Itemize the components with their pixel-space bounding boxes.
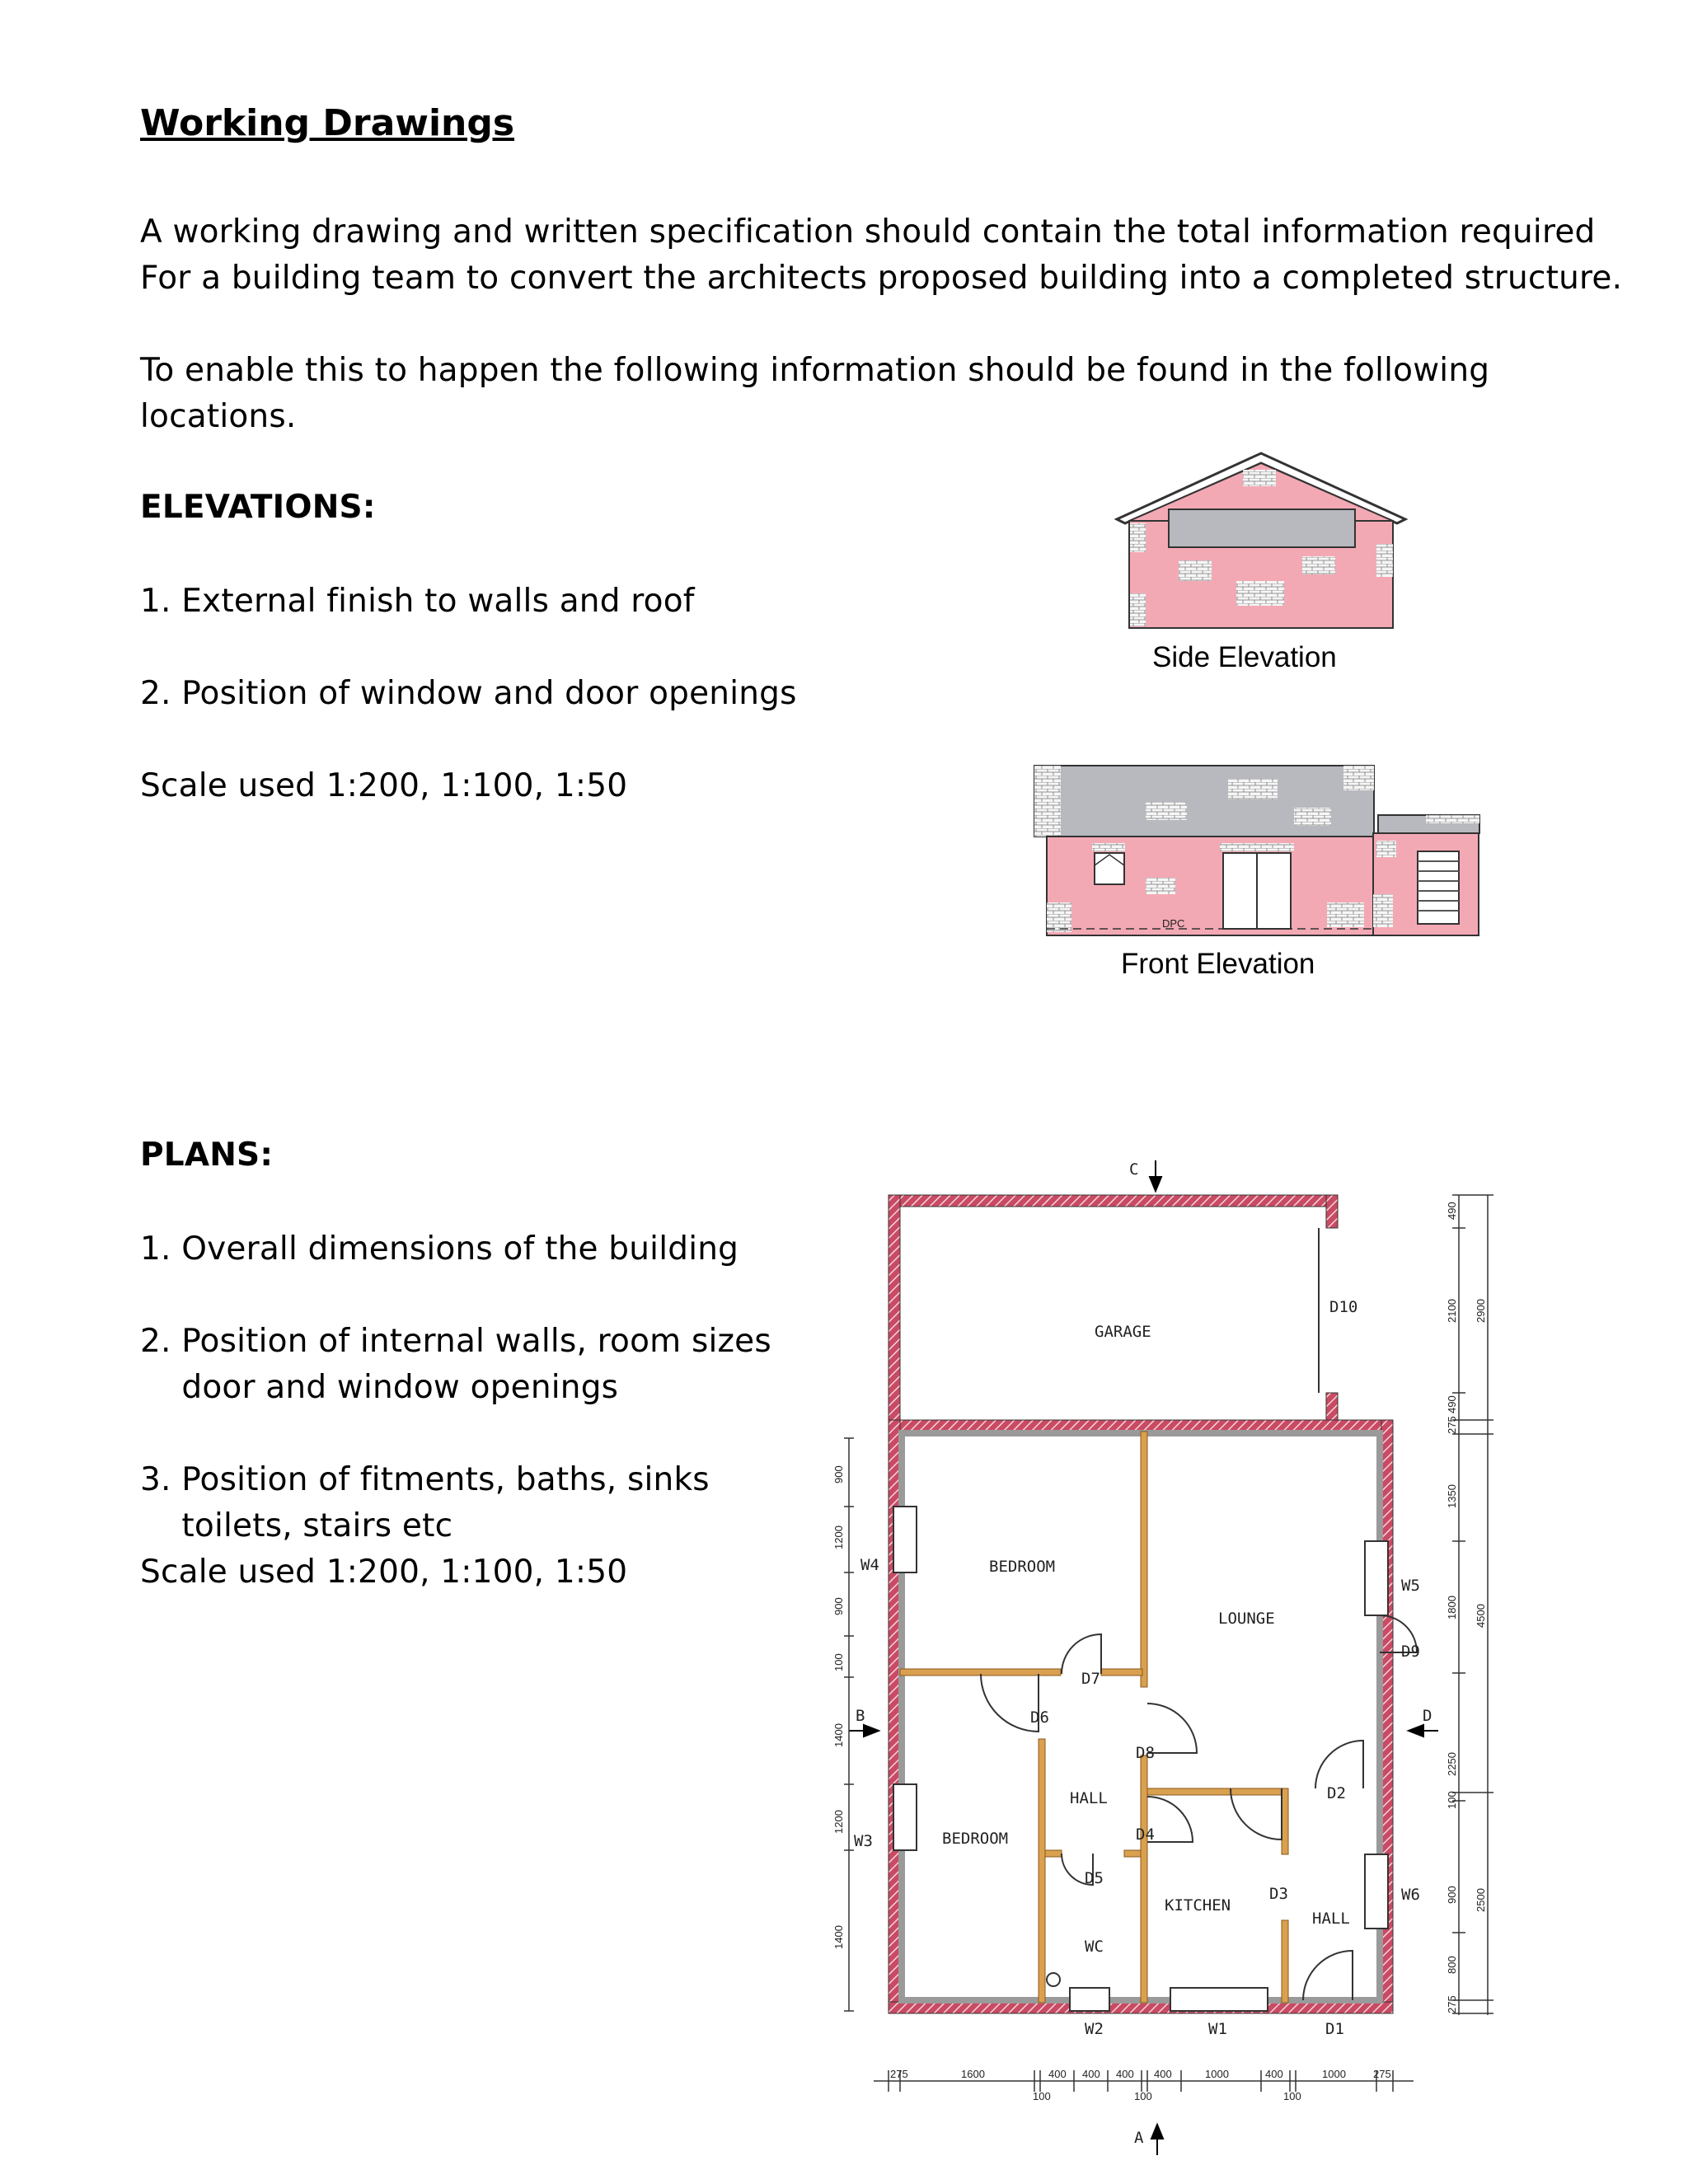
section-a-label: A <box>1134 2129 1144 2147</box>
elevations-item-1: 1. External finish to walls and roof <box>140 583 695 620</box>
left-dim-6: 1200 <box>832 1810 845 1834</box>
door-d1: D1 <box>1325 2020 1344 2038</box>
side-elevation-caption: Side Elevation <box>1152 641 1337 673</box>
door-d6: D6 <box>1030 1708 1049 1727</box>
right-dim-1: 490 <box>1446 1202 1458 1220</box>
bottom-sub-3: 100 <box>1283 2090 1301 2102</box>
window-w6: W6 <box>1401 1886 1420 1904</box>
bottom-dim-9: 1000 <box>1322 2068 1346 2080</box>
front-elevation-caption: Front Elevation <box>1121 948 1315 980</box>
door-d2: D2 <box>1327 1784 1346 1802</box>
window-w3: W3 <box>854 1832 873 1850</box>
right-dim-11: 275 <box>1446 1995 1458 2013</box>
right-dim-9: 900 <box>1446 1886 1458 1904</box>
bottom-dim-3: 400 <box>1048 2068 1067 2080</box>
intro-line-2: For a building team to convert the architects proposed building into a completed structure. <box>140 260 1623 297</box>
left-dim-4: 100 <box>832 1653 845 1671</box>
door-d4: D4 <box>1136 1825 1155 1844</box>
plans-item-2: 2. Position of internal walls, room sizes <box>140 1323 771 1360</box>
bottom-sub-1: 100 <box>1033 2090 1051 2102</box>
right-total-1: 2900 <box>1475 1299 1487 1323</box>
right-dim-3: 490 <box>1446 1395 1458 1413</box>
page-title: Working Drawings <box>140 102 515 144</box>
floor-plan-drawing <box>816 1150 1525 2172</box>
plans-item-3: 3. Position of fitments, baths, sinks <box>140 1461 710 1498</box>
plans-scale: Scale used 1:200, 1:100, 1:50 <box>140 1554 628 1591</box>
right-dim-10: 800 <box>1446 1956 1458 1974</box>
right-dim-4: 275 <box>1446 1416 1458 1434</box>
room-wc: WC <box>1085 1938 1104 1956</box>
left-dim-2: 1200 <box>832 1526 845 1549</box>
room-garage: GARAGE <box>1095 1323 1151 1341</box>
section-b-label: B <box>856 1707 865 1725</box>
right-total-2: 4500 <box>1475 1604 1487 1628</box>
bottom-dim-7: 1000 <box>1205 2068 1229 2080</box>
room-hall-2: HALL <box>1312 1910 1350 1928</box>
window-w5: W5 <box>1401 1577 1420 1595</box>
plans-item-1: 1. Overall dimensions of the building <box>140 1230 739 1268</box>
room-bedroom-1: BEDROOM <box>989 1558 1056 1576</box>
elevations-heading: ELEVATIONS: <box>140 489 376 526</box>
door-d9: D9 <box>1401 1643 1420 1661</box>
left-dim-3: 900 <box>832 1597 845 1615</box>
door-d3: D3 <box>1269 1885 1288 1903</box>
right-total-3: 2500 <box>1475 1888 1487 1912</box>
right-dim-5: 1350 <box>1446 1484 1458 1508</box>
room-kitchen: KITCHEN <box>1165 1896 1231 1915</box>
room-bedroom-2: BEDROOM <box>942 1830 1009 1848</box>
intro-line-1: A working drawing and written specification should contain the total information required <box>140 213 1596 251</box>
bottom-dim-8: 400 <box>1265 2068 1283 2080</box>
door-d7: D7 <box>1081 1670 1100 1688</box>
side-elevation-drawing <box>1104 445 1418 643</box>
room-hall-1: HALL <box>1070 1789 1108 1807</box>
section-c-label: C <box>1129 1160 1139 1179</box>
left-dim-7: 1400 <box>832 1925 845 1949</box>
window-w1: W1 <box>1208 2020 1227 2038</box>
right-dim-7: 2250 <box>1446 1752 1458 1776</box>
intro2-line-1: To enable this to happen the following information should be found in the following <box>140 352 1490 389</box>
bottom-dim-10: 275 <box>1373 2068 1391 2080</box>
section-d-label: D <box>1423 1707 1432 1725</box>
window-w4: W4 <box>860 1556 879 1574</box>
right-dim-8: 100 <box>1446 1791 1458 1809</box>
left-dim-1: 900 <box>832 1465 845 1483</box>
plans-item-2b: door and window openings <box>140 1369 619 1406</box>
bottom-dim-2: 1600 <box>961 2068 985 2080</box>
front-elevation-drawing <box>1030 762 1484 948</box>
elevations-item-2: 2. Position of window and door openings <box>140 675 797 712</box>
intro2-line-2: locations. <box>140 398 297 435</box>
dpc-label: DPC <box>1162 917 1185 930</box>
right-dim-6: 1800 <box>1446 1596 1458 1619</box>
door-d8: D8 <box>1136 1744 1155 1762</box>
bottom-sub-2: 100 <box>1134 2090 1152 2102</box>
door-d10: D10 <box>1329 1298 1358 1316</box>
left-dim-5: 1400 <box>832 1723 845 1747</box>
plans-heading: PLANS: <box>140 1137 274 1174</box>
window-w2: W2 <box>1085 2020 1104 2038</box>
bottom-dim-6: 400 <box>1154 2068 1172 2080</box>
plans-item-3b: toilets, stairs etc <box>140 1507 453 1544</box>
elevations-scale: Scale used 1:200, 1:100, 1:50 <box>140 767 628 804</box>
bottom-dim-5: 400 <box>1116 2068 1134 2080</box>
bottom-dim-1: 275 <box>890 2068 908 2080</box>
room-lounge: LOUNGE <box>1218 1610 1275 1628</box>
bottom-dim-4: 400 <box>1082 2068 1100 2080</box>
right-dim-2: 2100 <box>1446 1299 1458 1323</box>
door-d5: D5 <box>1085 1869 1104 1887</box>
